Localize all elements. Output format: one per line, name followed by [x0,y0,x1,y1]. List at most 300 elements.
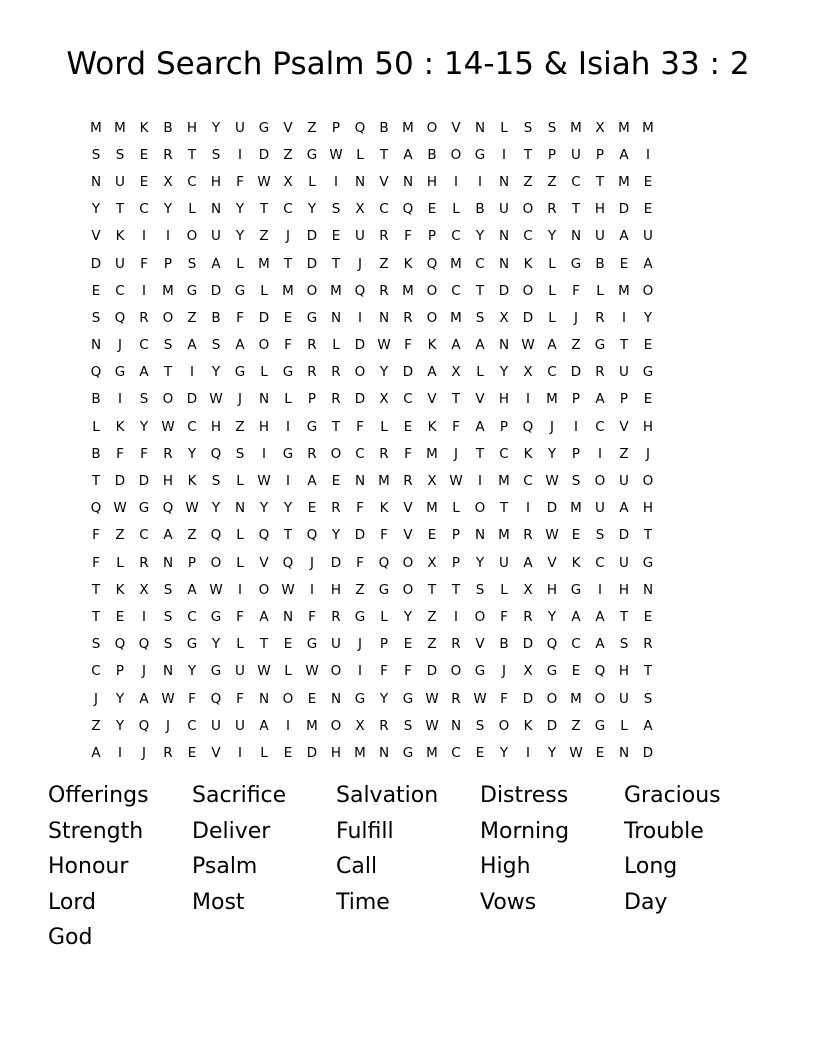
grid-letter: W [425,717,439,734]
grid-letter: N [474,119,486,136]
grid-letter: K [571,554,581,571]
grid-letter: F [452,418,460,435]
grid-letter: X [139,581,149,598]
grid-letter: D [306,228,318,245]
grid-letter: D [426,663,438,680]
grid-letter: O [402,554,414,571]
grid-letter: T [163,364,173,381]
grid-letter: R [163,744,173,761]
grid-letter: S [403,717,413,734]
grid-letter: I [190,364,194,381]
grid-letter: Y [187,445,197,462]
word-list-item: Psalm [192,854,258,880]
grid-letter: L [236,473,244,490]
grid-letter: Z [91,717,101,734]
grid-letter: A [595,391,605,408]
grid-letter: S [91,309,101,326]
grid-letter: Y [379,364,389,381]
grid-letter: T [619,608,629,625]
grid-letter: Z [619,445,629,462]
grid-letter: G [354,608,366,625]
grid-letter: C [547,364,557,381]
grid-letter: W [185,500,199,517]
grid-letter: Y [211,119,221,136]
grid-letter: Z [571,337,581,354]
grid-letter: J [358,255,362,272]
grid-letter: Q [546,636,558,653]
grid-letter: N [330,309,342,326]
grid-letter: C [187,717,197,734]
grid-letter: O [426,309,438,326]
grid-letter: R [379,228,389,245]
grid-letter: Y [211,364,221,381]
grid-letter: I [526,744,530,761]
grid-letter: Q [282,554,294,571]
grid-letter: M [570,690,582,707]
grid-letter: Y [139,418,149,435]
grid-letter: G [354,690,366,707]
grid-letter: U [115,255,125,272]
grid-letter: H [618,663,630,680]
grid-letter: P [499,418,509,435]
grid-letter: D [546,500,558,517]
grid-letter: M [426,500,438,517]
grid-letter: P [163,255,173,272]
grid-letter: A [571,608,581,625]
grid-letter: G [306,146,318,163]
grid-letter: L [380,418,388,435]
grid-letter: Y [547,228,557,245]
grid-letter: C [571,173,581,190]
grid-letter: E [619,255,629,272]
grid-letter: X [427,473,437,490]
grid-letter: T [619,337,629,354]
grid-letter: B [475,201,485,218]
grid-letter: G [114,364,126,381]
grid-letter: A [307,473,317,490]
grid-letter: I [334,173,338,190]
grid-letter: O [426,282,438,299]
word-list-item: Sacrifice [192,783,287,808]
grid-letter: F [500,690,508,707]
grid-letter: B [91,391,101,408]
grid-letter: N [354,473,366,490]
grid-letter: L [548,255,556,272]
grid-letter: D [546,717,558,734]
grid-letter: I [142,282,146,299]
grid-letter: L [332,337,340,354]
grid-letter: I [502,146,506,163]
grid-letter: S [115,146,125,163]
grid-letter: E [403,418,413,435]
grid-letter: G [306,418,318,435]
grid-letter: A [211,255,221,272]
grid-letter: R [403,473,413,490]
grid-letter: V [403,527,413,544]
grid-letter: L [452,500,460,517]
grid-letter: R [523,608,533,625]
word-list-item: Morning [480,818,570,844]
grid-letter: R [331,500,341,517]
word-list-item: Salvation [336,783,439,808]
grid-letter: O [522,201,534,218]
grid-letter: K [115,418,125,435]
grid-letter: C [403,391,413,408]
grid-letter: D [522,636,534,653]
grid-row [84,250,732,277]
grid-letter: S [331,201,341,218]
grid-letter: U [499,554,509,571]
grid-row [84,386,732,413]
grid-letter: T [571,201,581,218]
grid-letter: E [571,527,581,544]
grid-letter: A [259,717,269,734]
grid-letter: K [523,717,533,734]
grid-letter: R [331,364,341,381]
grid-letter: S [595,527,605,544]
grid-letter: Q [426,255,438,272]
grid-letter: C [115,282,125,299]
grid-letter: F [356,500,364,517]
grid-letter: R [331,391,341,408]
grid-letter: O [474,608,486,625]
grid-letter: S [235,445,245,462]
grid-letter: A [187,337,197,354]
grid-letter: J [646,445,650,462]
grid-letter: V [379,173,389,190]
grid-letter: N [450,717,462,734]
grid-letter: G [642,554,654,571]
grid-letter: R [403,309,413,326]
grid-letter: G [186,282,198,299]
grid-letter: O [498,717,510,734]
grid-letter: D [354,337,366,354]
grid-letter: I [166,228,170,245]
grid-letter: C [523,473,533,490]
grid-letter: N [282,608,294,625]
grid-letter: D [642,744,654,761]
grid-letter: X [283,173,293,190]
grid-letter: J [142,744,146,761]
grid-letter: T [427,581,437,598]
grid-letter: N [378,309,390,326]
grid-letter: U [619,473,629,490]
grid-letter: C [139,337,149,354]
grid-letter: R [307,364,317,381]
grid-letter: V [475,636,485,653]
grid-letter: H [426,173,438,190]
grid-letter: A [91,744,101,761]
grid-letter: N [354,173,366,190]
grid-letter: L [236,636,244,653]
grid-letter: L [92,418,100,435]
grid-letter: M [570,500,582,517]
grid-letter: Y [547,445,557,462]
grid-letter: V [475,391,485,408]
grid-letter: J [166,717,170,734]
grid-letter: N [642,581,654,598]
grid-letter: I [478,473,482,490]
grid-letter: Q [114,636,126,653]
grid-letter: X [451,364,461,381]
grid-letter: B [427,146,437,163]
grid-letter: S [547,119,557,136]
grid-letter: J [310,554,314,571]
grid-letter: J [454,445,458,462]
grid-letter: T [91,581,101,598]
grid-letter: W [257,173,271,190]
grid-letter: H [162,473,174,490]
word-list-item: High [480,854,531,880]
grid-letter: O [162,309,174,326]
grid-letter: I [454,173,458,190]
grid-letter: L [620,717,628,734]
grid-letter: Q [522,418,534,435]
grid-letter: J [574,309,578,326]
grid-letter: I [238,581,242,598]
grid-letter: G [642,364,654,381]
word-list [48,778,788,956]
grid-letter: L [500,581,508,598]
grid-letter: A [523,554,533,571]
grid-letter: Y [643,309,653,326]
grid-letter: W [281,581,295,598]
grid-letter: E [307,690,317,707]
grid-letter: O [282,690,294,707]
grid-letter: T [259,201,269,218]
grid-letter: A [475,337,485,354]
grid-letter: O [330,445,342,462]
grid-letter: K [187,473,197,490]
grid-letter: W [545,473,559,490]
grid-letter: L [284,391,292,408]
grid-letter: D [330,554,342,571]
grid-letter: A [427,364,437,381]
grid-letter: R [139,554,149,571]
grid-row [84,467,732,494]
grid-letter: A [475,418,485,435]
grid-letter: T [595,173,605,190]
grid-letter: P [571,391,581,408]
page-title: Word Search Psalm 50 : 14-15 & Isiah 33 : 2 [66,46,750,82]
grid-letter: Q [402,201,414,218]
grid-letter: R [331,608,341,625]
grid-letter: J [286,228,290,245]
word-list-item: Gracious [624,783,721,808]
grid-letter: G [402,744,414,761]
grid-letter: O [306,282,318,299]
grid-letter: I [358,663,362,680]
grid-letter: G [234,282,246,299]
grid-letter: X [379,391,389,408]
grid-letter: Z [379,255,389,272]
grid-letter: H [642,418,654,435]
grid-row [84,359,732,386]
grid-letter: E [283,636,293,653]
grid-letter: G [210,608,222,625]
grid-letter: Q [138,717,150,734]
grid-letter: O [450,146,462,163]
grid-letter: M [498,473,510,490]
grid-letter: P [115,663,125,680]
grid-letter: Z [115,527,125,544]
grid-letter: W [161,690,175,707]
grid-letter: E [643,201,653,218]
grid-letter: E [595,744,605,761]
grid-letter: Q [210,445,222,462]
grid-letter: V [619,418,629,435]
grid-letter: N [330,690,342,707]
grid-letter: C [139,527,149,544]
grid-letter: O [330,663,342,680]
grid-letter: S [619,636,629,653]
grid-letter: S [187,255,197,272]
grid-letter: F [92,527,100,544]
grid-letter: D [522,690,534,707]
grid-letter: Z [427,608,437,625]
grid-letter: D [570,364,582,381]
grid-letter: U [595,228,605,245]
grid-letter: M [162,282,174,299]
grid-letter: P [571,445,581,462]
grid-letter: U [235,119,245,136]
grid-letter: W [521,337,535,354]
grid-letter: Y [115,690,125,707]
grid-letter: V [259,554,269,571]
grid-letter: Z [523,173,533,190]
grid-letter: O [330,717,342,734]
grid-letter: E [403,636,413,653]
grid-letter: R [379,282,389,299]
grid-letter: R [379,717,389,734]
grid-letter: E [643,391,653,408]
grid-letter: K [427,337,437,354]
grid-letter: S [211,473,221,490]
grid-letter: D [498,282,510,299]
grid-letter: K [523,445,533,462]
grid-letter: I [622,309,626,326]
grid-letter: O [186,228,198,245]
grid-letter: S [163,581,173,598]
grid-letter: R [643,636,653,653]
grid-letter: F [116,445,124,462]
grid-letter: E [283,309,293,326]
grid-letter: N [378,744,390,761]
grid-letter: S [475,581,485,598]
grid-letter: I [526,500,530,517]
grid-letter: M [402,282,414,299]
grid-letter: Y [211,500,221,517]
grid-letter: Z [283,146,293,163]
grid-letter: H [594,201,606,218]
grid-letter: H [210,173,222,190]
grid-letter: L [236,527,244,544]
grid-letter: T [451,581,461,598]
grid-letter: A [163,527,173,544]
grid-letter: F [236,173,244,190]
grid-letter: T [523,146,533,163]
grid-letter: R [523,527,533,544]
grid-row [84,332,732,359]
grid-letter: D [258,309,270,326]
grid-letter: M [306,717,318,734]
grid-letter: S [523,119,533,136]
grid-letter: D [258,146,270,163]
grid-letter: H [330,581,342,598]
grid-letter: L [236,255,244,272]
grid-letter: Q [114,309,126,326]
grid-letter: M [570,119,582,136]
grid-row [84,277,732,304]
grid-letter: J [238,391,242,408]
grid-letter: E [643,337,653,354]
grid-row [84,712,732,739]
grid-letter: O [402,581,414,598]
word-list-item: Offerings [48,783,149,808]
grid-letter: N [258,391,270,408]
grid-letter: X [355,717,365,734]
grid-letter: Y [475,554,485,571]
grid-letter: I [310,581,314,598]
grid-letter: I [454,608,458,625]
grid-letter: Y [307,201,317,218]
grid-letter: X [595,119,605,136]
grid-letter: T [91,608,101,625]
grid-letter: G [594,337,606,354]
grid-letter: B [499,636,509,653]
grid-letter: P [307,391,317,408]
grid-letter: E [115,608,125,625]
grid-letter: R [595,309,605,326]
grid-letter: Z [547,173,557,190]
grid-letter: O [354,364,366,381]
grid-letter: O [426,119,438,136]
grid-letter: A [187,581,197,598]
grid-letter: N [90,173,102,190]
grid-letter: T [283,255,293,272]
grid-letter: V [451,119,461,136]
grid-letter: A [139,364,149,381]
grid-letter: N [474,527,486,544]
grid-letter: G [138,500,150,517]
grid-letter: Q [90,364,102,381]
grid-letter: U [211,228,221,245]
grid-letter: M [618,282,630,299]
grid-letter: G [546,663,558,680]
grid-letter: F [140,255,148,272]
grid-letter: C [451,282,461,299]
grid-letter: I [286,717,290,734]
grid-letter: W [257,663,271,680]
grid-row [84,440,732,467]
grid-letter: Y [547,744,557,761]
grid-letter: A [619,500,629,517]
grid-letter: G [210,663,222,680]
grid-letter: Z [571,717,581,734]
grid-letter: C [523,228,533,245]
grid-letter: W [377,337,391,354]
grid-letter: G [570,581,582,598]
grid-letter: R [163,445,173,462]
grid-letter: Y [235,201,245,218]
grid-letter: S [139,391,149,408]
grid-letter: I [262,445,266,462]
grid-letter: C [187,608,197,625]
word-list-item: Deliver [192,818,271,844]
grid-letter: A [403,146,413,163]
grid-letter: U [499,201,509,218]
grid-letter: A [619,228,629,245]
